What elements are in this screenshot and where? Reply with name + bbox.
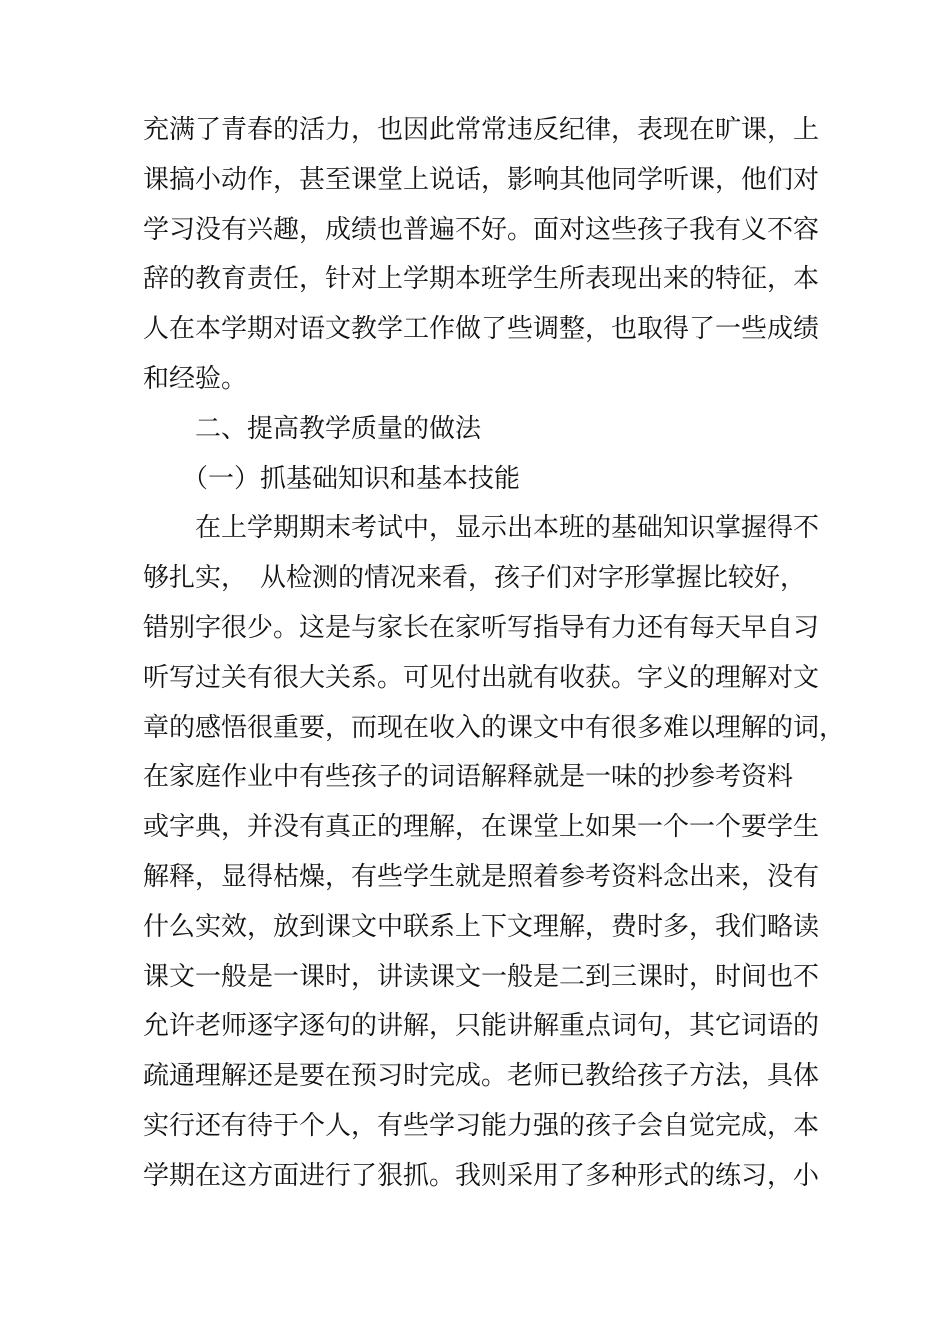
text-line: 实行还有待于个人，有些学习能力强的孩子会自觉完成，本	[143, 1110, 820, 1141]
section-heading: 二、提高教学质量的做法	[143, 413, 482, 444]
text-line: 错别字很少。这是与家长在家听写指导有力还有每天早自习	[143, 612, 820, 643]
text-line: 疏通理解还是要在预习时完成。老师已教给孩子方法，具体	[143, 1061, 820, 1092]
subsection-heading: （一）抓基础知识和基本技能	[143, 463, 521, 494]
text-line: 在家庭作业中有些孩子的词语解释就是一味的抄参考资料	[143, 762, 794, 793]
text-line: 课文一般是一课时，讲读课文一般是二到三课时，时间也不	[143, 961, 820, 992]
text-line: 或字典，并没有真正的理解，在课堂上如果一个一个要学生	[143, 812, 820, 843]
text-line: 在上学期期末考试中，显示出本班的基础知识掌握得不	[143, 513, 820, 544]
text-line: 章的感悟很重要，而现在收入的课文中有很多难以理解的词，	[143, 712, 846, 743]
text-line: 学期在这方面进行了狠抓。我则采用了多种形式的练习，小	[143, 1160, 820, 1191]
text-line: 辞的教育责任，针对上学期本班学生所表现出来的特征，本	[143, 264, 820, 295]
document-body	[143, 106, 846, 1202]
text-line: 和经验。	[143, 363, 248, 394]
text-line: 人在本学期对语文教学工作做了些调整，也取得了一些成绩	[143, 314, 820, 345]
text-line: 允许老师逐字逐句的讲解，只能讲解重点词句，其它词语的	[143, 1011, 820, 1042]
text-line: 充满了青春的活力，也因此常常违反纪律，表现在旷课，上	[143, 115, 820, 145]
text-line: 课搞小动作，甚至课堂上说话，影响其他同学听课，他们对	[143, 164, 820, 195]
text-line: 学习没有兴趣，成绩也普遍不好。面对这些孩子我有义不容	[143, 214, 820, 245]
text-line: 解释，显得枯燥，有些学生就是照着参考资料念出来，没有	[143, 861, 820, 892]
text-line: 听写过关有很大关系。可见付出就有收获。字义的理解对文	[143, 662, 820, 693]
text-line: 够扎实， 从检测的情况来看，孩子们对字形掌握比较好，	[143, 563, 807, 594]
text-line: 什么实效，放到课文中联系上下文理解，费时多，我们略读	[143, 911, 820, 942]
